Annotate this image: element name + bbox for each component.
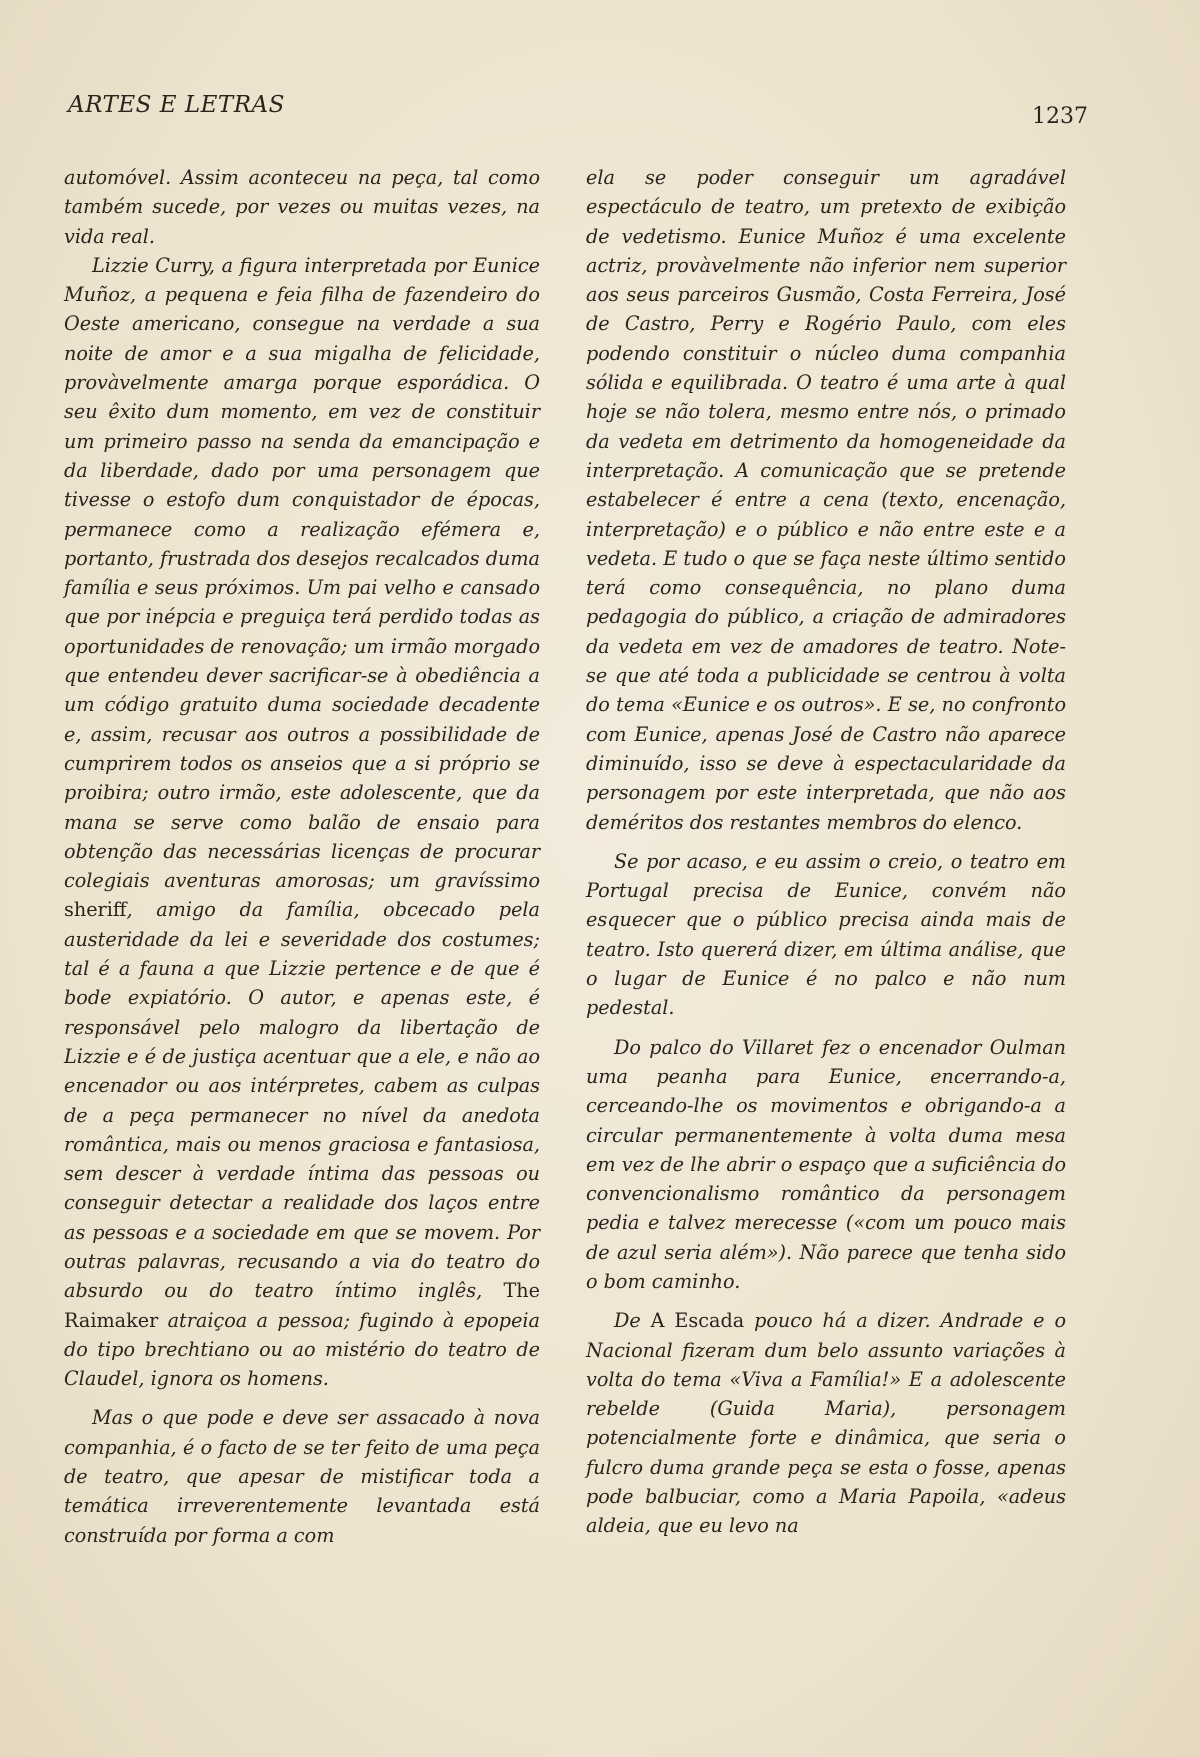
page-number: 1237 xyxy=(1032,104,1088,129)
term-sheriff: sheriff xyxy=(64,898,127,922)
text-run: Lizzie Curry, a figura interpretada por Eunice Muñoz, a pequena e feia filha de fazendeiro do Oeste americano, consegue na verdade a sua noite de amor e a sua migalha de felicidade, provàvelmente amarga porque esporádica. O seu êxito dum momento, em vez de constituir um primeiro passo na senda da emancipação e da liberdade, dado por uma personagem que tivesse o estofo dum conquistador de épocas, permanece como a realização efémera e, portanto, frustrada dos desejos recalcados duma família e seus próximos. Um pai velho e cansado que por inépcia e preguiça terá perdido todas as oportunidades de renovação; um irmão morgado que entendeu dever sacrificar-se à obediência a um código gratuito duma sociedade decadente e, assim, recusar aos outros a possibilidade de cumprirem todos os anseios que a si próprio se proibira; outro irmão, este adolescente, que da mana se serve como balão de ensaio para obtenção das necessárias licenças de procurar colegiais aventuras amorosas; um gravíssimo xyxy=(64,253,540,893)
text-run: , amigo da família, obcecado pela austeridade da lei e severidade dos costumes; tal é a fauna a que Lizzie pertence e de que é bode expiatório. O autor, e apenas este, é responsável pelo malogro da libertação de Lizzie e é de justiça acentuar que a ele, e não ao encenador ou aos intérpretes, cabem as culpas de a peça permanecer no nível da anedota romântica, mais ou menos graciosa e fantasiosa, sem descer à verdade íntima das pessoas ou conseguir detectar a realidade dos laços entre as pessoas e a sociedade em que se movem. Por outras palavras, recusando a via do teatro do absurdo ou do teatro íntimo inglês, xyxy=(64,898,540,1303)
running-head: ARTES E LETRAS xyxy=(68,92,285,118)
right-column xyxy=(586,163,1066,1541)
left-column xyxy=(64,163,540,1550)
paragraph: Mas o que pode e deve ser assacado à nova companhia, é o facto de se ter feito de uma peça de teatro, que apesar de mistificar toda a temática irreverentemente levantada está construída por forma a com xyxy=(64,1406,540,1547)
paragraph: Se por acaso, e eu assim o creio, o teatro em Portugal precisa de Eunice, convém não esquecer que o público precisa ainda mais de teatro. Isto quererá dizer, em última análise, que o lugar de Eunice é no palco e não num pedestal. xyxy=(586,849,1066,1020)
text-run: atraiçoa a pessoa; fugindo à epopeia do tipo brechtiano ou ao mistério do teatro de Claudel, ignora os homens. xyxy=(64,1308,540,1391)
paragraph: Do palco do Villaret fez o encenador Oulman uma peanha para Eunice, encerrando-a, cerceando-lhe os movimentos e obrigando-a a circular permanentemente à volta duma mesa em vez de lhe abrir o espaço que a suficiência do convencionalismo romântico da personagem pedia e talvez merecesse («com um pouco mais de azul seria além»). Não parece que tenha sido o bom caminho. xyxy=(586,1035,1066,1293)
play-title: A Escada xyxy=(650,1309,745,1333)
text-run: pouco há a dizer. Andrade e o Nacional fizeram dum belo assunto variações à volta do tema «Viva a Família!» E a adolescente rebelde (Guida Maria), personagem potencialmente forte e dinâmica, que seria o fulcro duma grande peça se esta o fosse, apenas pode balbuciar, como a Maria Papoila, «adeus aldeia, que eu levo na xyxy=(586,1309,1066,1538)
paragraph: ela se poder conseguir um agradável espectáculo de teatro, um pretexto de exibição de vedetismo. Eunice Muñoz é uma excelente actriz, provàvelmente não inferior nem superior aos seus parceiros Gusmão, Costa Ferreira, José de Castro, Perry e Rogério Paulo, com eles podendo constituir o núcleo duma companhia sólida e equilibrada. O teatro é uma arte à qual hoje se não tolera, mesmo entre nós, o primado da vedeta em detrimento da homogeneidade da interpretação. A comunicação que se pretende estabelecer é entre a cena (texto, encenação, interpretação) e o público e não entre este e a vedeta. E tudo o que se faça neste último sentido terá como consequência, no plano duma pedagogia do público, a criação de admiradores da vedeta em vez de amadores de teatro. Note-se que até toda a publicidade se centrou à volta do tema «Eunice e os outros». E se, no confronto com Eunice, apenas José de Castro não aparece diminuído, isso se deve à espectacularidade da personagem por este interpretada, que não aos deméritos dos restantes membros do elenco. xyxy=(586,166,1066,834)
paragraph: automóvel. Assim aconteceu na peça, tal como também sucede, por vezes ou muitas vezes, na vida real. xyxy=(64,166,540,248)
paragraph xyxy=(586,1306,1066,1540)
text-run: De xyxy=(614,1309,651,1333)
paragraph xyxy=(64,251,540,1394)
play-title: The Raimaker xyxy=(64,1279,540,1332)
